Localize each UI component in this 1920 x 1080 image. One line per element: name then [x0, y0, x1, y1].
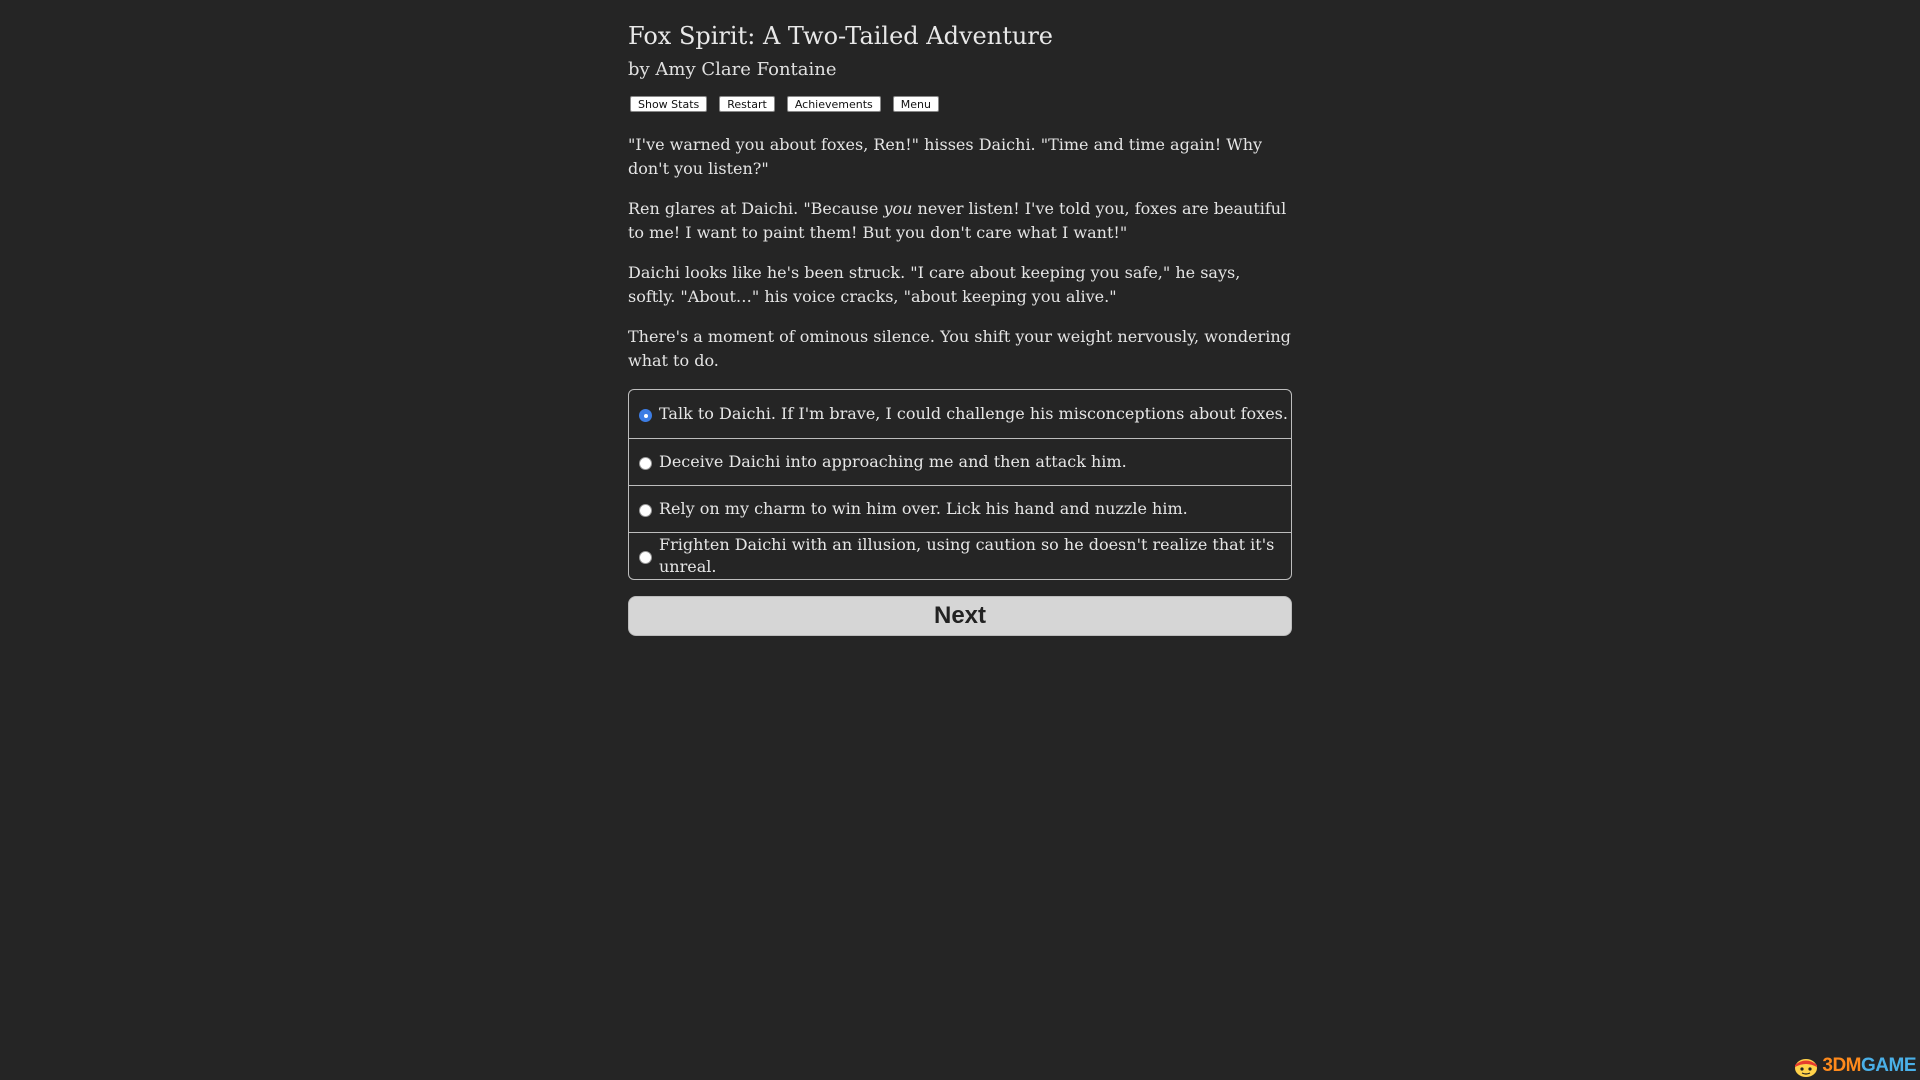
achievements-button[interactable]: Achievements — [787, 96, 881, 112]
watermark-text-primary: 3DM — [1822, 1055, 1861, 1076]
choice-label: Talk to Daichi. If I'm brave, I could challenge his misconceptions about foxes. — [659, 404, 1288, 423]
story-paragraph: There's a moment of ominous silence. You shift your weight nervously, wondering what to do. — [628, 327, 1291, 370]
game-container — [628, 18, 1292, 636]
radio-button[interactable] — [639, 409, 652, 422]
choice-label: Deceive Daichi into approaching me and then attack him. — [659, 452, 1127, 471]
next-button[interactable]: Next — [628, 596, 1292, 636]
story-emphasis: you — [883, 199, 913, 218]
story-paragraph — [628, 197, 1292, 245]
story-text-run: Ren glares at Daichi. "Because — [628, 199, 884, 218]
story-paragraph: "I've warned you about foxes, Ren!" hisses Daichi. "Time and time again! Why don't you listen?" — [628, 135, 1263, 178]
game-title: Fox Spirit: A Two-Tailed Adventure — [628, 22, 1053, 50]
choice-label: Rely on my charm to win him over. Lick his hand and nuzzle him. — [659, 499, 1188, 518]
choice-option[interactable] — [629, 438, 1291, 485]
choice-option[interactable] — [629, 532, 1291, 579]
toolbar — [628, 96, 1292, 114]
choice-label: Frighten Daichi with an illusion, using caution so he doesn't realize that it's unreal. — [659, 535, 1275, 576]
choice-list — [628, 389, 1292, 580]
radio-button[interactable] — [639, 504, 652, 517]
radio-button[interactable] — [639, 457, 652, 470]
story-text — [628, 133, 1292, 373]
choice-option[interactable] — [629, 390, 1291, 438]
choice-option[interactable] — [629, 485, 1291, 532]
game-author: by Amy Clare Fontaine — [628, 59, 837, 80]
watermark-text-secondary: GAME — [1861, 1055, 1916, 1076]
watermark — [1792, 1054, 1916, 1078]
story-paragraph: Daichi looks like he's been struck. "I care about keeping you safe," he says, softly. "About…" his voice cracks, "about keeping you alive." — [628, 263, 1241, 306]
menu-button[interactable]: Menu — [893, 96, 939, 112]
mascot-logo-icon — [1792, 1054, 1820, 1078]
radio-button[interactable] — [639, 551, 652, 564]
story-text-run: never listen! I've told you, foxes are beautiful to me! I want to paint them! But you don't care what I want!" — [628, 199, 1287, 242]
show-stats-button[interactable]: Show Stats — [630, 96, 707, 112]
restart-button[interactable]: Restart — [719, 96, 775, 112]
